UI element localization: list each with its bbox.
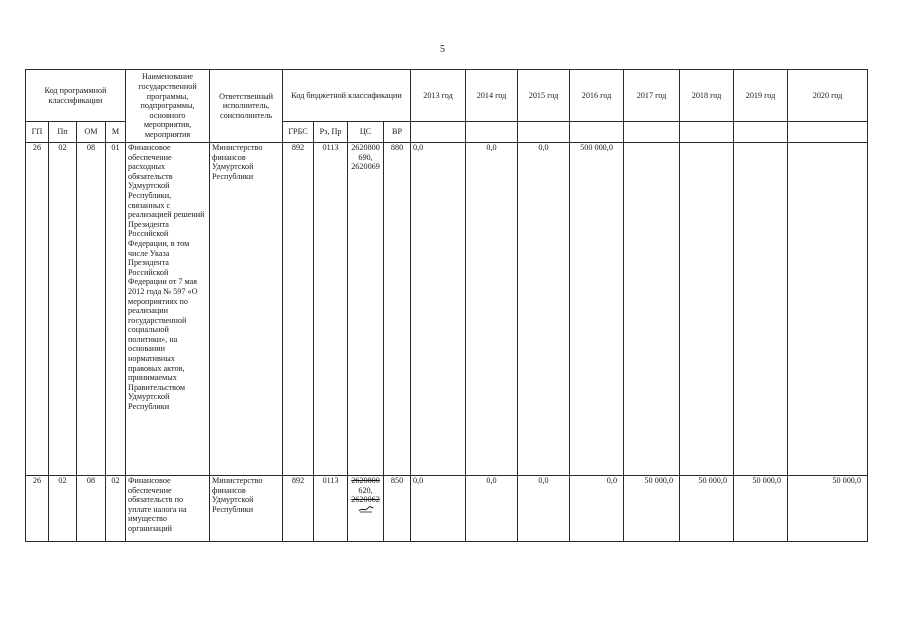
m-header: М	[106, 122, 126, 143]
vr-header: ВР	[384, 122, 411, 143]
pp-header: Пп	[49, 122, 77, 143]
year-header: 2019 год	[734, 70, 788, 122]
cs-line: 690,	[358, 152, 373, 162]
amount-2017	[624, 143, 680, 476]
handwritten-mark-icon	[358, 505, 374, 513]
vr-cell: 850	[384, 476, 411, 542]
year-header: 2014 год	[466, 70, 518, 122]
table-row	[26, 143, 868, 476]
rzpr-cell: 0113	[314, 476, 348, 542]
amount-2013: 0,0	[411, 143, 466, 476]
cs-line: 620,	[358, 485, 373, 495]
year-header: 2017 год	[624, 70, 680, 122]
amount-2015: 0,0	[518, 476, 570, 542]
amount-2020: 50 000,0	[788, 476, 868, 542]
gp-cell: 26	[26, 143, 49, 476]
year-header: 2015 год	[518, 70, 570, 122]
amount-2013: 0,0	[411, 476, 466, 542]
cs-line: 2620800	[351, 476, 380, 485]
executor-cell: Министерство финансов Удмуртской Республики	[210, 143, 283, 476]
cs-cell	[348, 143, 384, 476]
pp-cell: 02	[49, 143, 77, 476]
m-cell: 01	[106, 143, 126, 476]
budget-code-header: Код бюджетной классификации	[283, 70, 411, 122]
amount-2020	[788, 143, 868, 476]
year-header: 2020 год	[788, 70, 868, 122]
vr-cell: 880	[384, 143, 411, 476]
table-row	[26, 476, 868, 542]
grbs-header: ГРБС	[283, 122, 314, 143]
rzpr-cell: 0113	[314, 143, 348, 476]
amount-2014: 0,0	[466, 476, 518, 542]
amount-2019	[734, 143, 788, 476]
gp-header: ГП	[26, 122, 49, 143]
cs-line: 2620062	[351, 495, 380, 505]
budget-table	[25, 69, 868, 542]
name-cell: Финансовое обеспечение обязательств по уплате налога на имущество организаций	[126, 476, 210, 542]
executor-cell: Министерство финансов Удмуртской Республики	[210, 476, 283, 542]
year-header: 2013 год	[411, 70, 466, 122]
program-code-header: Код программной классификации	[26, 70, 126, 122]
amount-2016: 500 000,0	[570, 143, 624, 476]
om-cell: 08	[77, 143, 106, 476]
year-header: 2016 год	[570, 70, 624, 122]
grbs-cell: 892	[283, 143, 314, 476]
cs-header: ЦС	[348, 122, 384, 143]
year-header: 2018 год	[680, 70, 734, 122]
cs-line: 2620800	[351, 143, 380, 152]
om-header: ОМ	[77, 122, 106, 143]
pp-cell: 02	[49, 476, 77, 542]
gp-cell: 26	[26, 476, 49, 542]
amount-2018	[680, 143, 734, 476]
amount-2017: 50 000,0	[624, 476, 680, 542]
executor-header: Ответственный исполнитель, соисполнитель	[210, 70, 283, 143]
om-cell: 08	[77, 476, 106, 542]
amount-2016: 0,0	[570, 476, 624, 542]
name-header: Наименование государственной программы, подпрограммы, основного мероприятия, мероприятия	[126, 70, 210, 143]
page-number: 5	[440, 44, 445, 55]
cs-line: 2620069	[351, 162, 380, 172]
header-row	[26, 70, 868, 122]
amount-2018: 50 000,0	[680, 476, 734, 542]
m-cell: 02	[106, 476, 126, 542]
rzpr-header: Рз, Пр	[314, 122, 348, 143]
grbs-cell: 892	[283, 476, 314, 542]
amount-2014: 0,0	[466, 143, 518, 476]
amount-2015: 0,0	[518, 143, 570, 476]
amount-2019: 50 000,0	[734, 476, 788, 542]
name-cell: Финансовое обеспечение расходных обязательств Удмуртской Республики, связанных с реализацией решений Президента Российской Федерации, в том числе Указа Президента Российской Федерации от 7 мая 2012 года № 597 «О мероприятиях по реализации государственной социальной политики», на основании нормативных правовых актов, принимаемых Правительством Удмуртской Республики	[126, 143, 210, 476]
cs-cell	[348, 476, 384, 542]
